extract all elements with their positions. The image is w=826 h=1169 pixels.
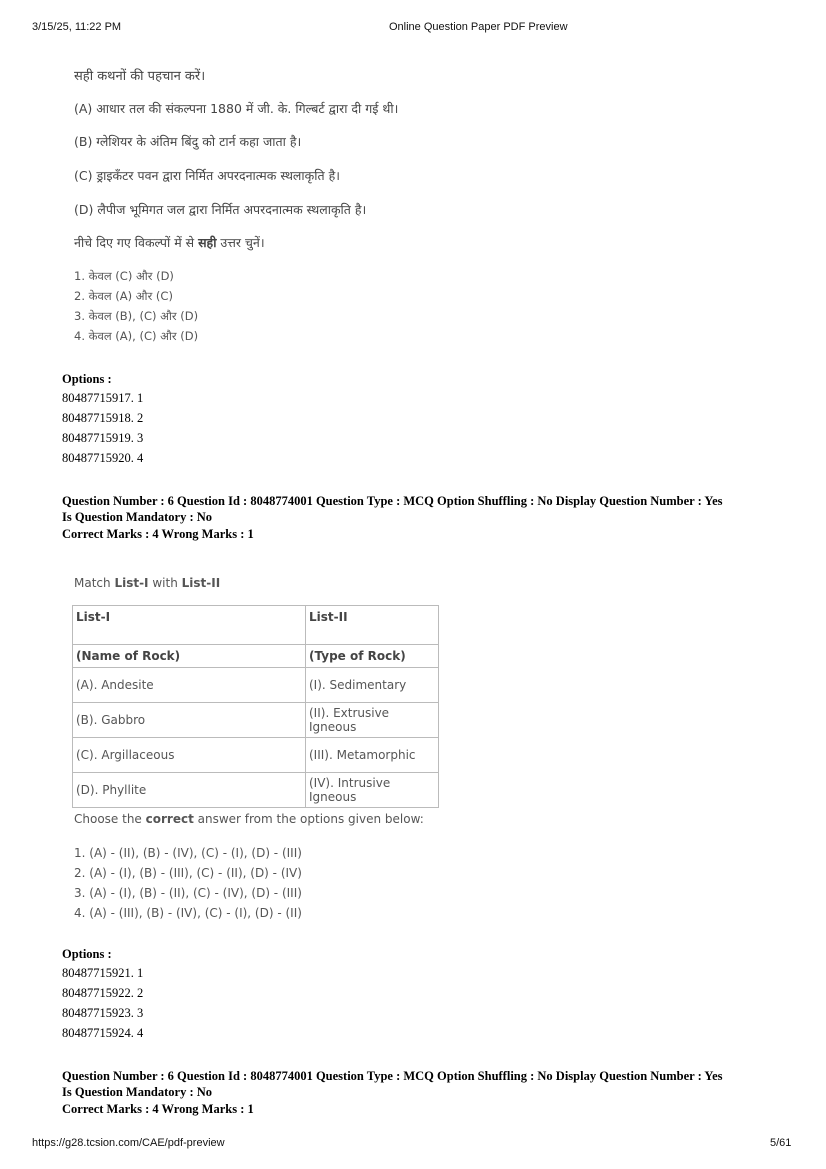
choice-4: 4. (A) - (III), (B) - (IV), (C) - (I), (D) - (II) (74, 906, 302, 920)
choose-suffix: उत्तर चुनें। (216, 235, 265, 250)
table-cell: (C). Argillaceous (73, 738, 306, 773)
table-cell: (B). Gabbro (73, 703, 306, 738)
table-head-list1: List-I (73, 606, 306, 645)
choose-suffix: answer from the options given below: (193, 812, 424, 826)
table-row (73, 773, 439, 808)
page-title: Online Question Paper PDF Preview (389, 21, 568, 33)
statement-d: (D) लैपीज भूमिगत जल द्वारा निर्मित अपरदनात्मक स्थलाकृति है। (74, 202, 367, 217)
table-header-row (73, 606, 439, 645)
table-cell: (II). Extrusive Igneous (306, 703, 439, 738)
choose-correct-instruction (74, 812, 424, 826)
table-row (73, 738, 439, 773)
table-cell: (III). Metamorphic (306, 738, 439, 773)
match-instruction (74, 576, 220, 590)
option-item: 80487715918. 2 (62, 411, 144, 425)
table-sub-list2: (Type of Rock) (306, 645, 439, 668)
choice-2: 2. (A) - (I), (B) - (III), (C) - (II), (D) - (IV) (74, 866, 302, 880)
options-title: Options : (62, 372, 112, 386)
choose-prefix: नीचे दिए गए विकल्पों में से (74, 235, 199, 250)
match-prefix: Match (74, 576, 115, 590)
match-table (72, 605, 439, 808)
option-item: 80487715920. 4 (62, 451, 144, 465)
statement-a: (A) आधार तल की संकल्पना 1880 में जी. के. गिल्बर्ट द्वारा दी गई थी। (74, 101, 399, 116)
option-item: 80487715921. 1 (62, 966, 144, 980)
question-marks: Correct Marks : 4 Wrong Marks : 1 (62, 1102, 254, 1116)
match-list2: List-II (181, 576, 221, 590)
match-with: with (148, 576, 182, 590)
table-cell: (I). Sedimentary (306, 668, 439, 703)
table-sub-list1: (Name of Rock) (73, 645, 306, 668)
question-mandatory: Is Question Mandatory : No (62, 1085, 213, 1099)
question-mandatory: Is Question Mandatory : No (62, 510, 213, 524)
choice-2: 2. केवल (A) और (C) (74, 289, 173, 303)
table-subheader-row (73, 645, 439, 668)
table-cell: (IV). Intrusive Igneous (306, 773, 439, 808)
question-meta: Question Number : 6 Question Id : 8048774001 Question Type : MCQ Option Shuffling : No Display Question Number : Yes (62, 1069, 723, 1083)
choice-3: 3. केवल (B), (C) और (D) (74, 309, 199, 323)
options-title: Options : (62, 947, 112, 961)
option-item: 80487715922. 2 (62, 986, 144, 1000)
page-number: 5/61 (770, 1137, 792, 1149)
table-head-list2: List-II (306, 606, 439, 645)
choice-3: 3. (A) - (I), (B) - (II), (C) - (IV), (D) - (III) (74, 886, 302, 900)
question-meta: Question Number : 6 Question Id : 8048774001 Question Type : MCQ Option Shuffling : No Display Question Number : Yes (62, 494, 723, 508)
choose-instruction (74, 234, 265, 251)
table-cell: (A). Andesite (73, 668, 306, 703)
statement-b: (B) ग्लेशियर के अंतिम बिंदु को टार्न कहा जाता है। (74, 134, 302, 149)
question-5-image (74, 66, 494, 356)
choice-4: 4. केवल (A), (C) और (D) (74, 329, 199, 343)
choice-1: 1. (A) - (II), (B) - (IV), (C) - (I), (D) - (III) (74, 846, 302, 860)
choose-prefix: Choose the (74, 812, 146, 826)
print-datetime: 3/15/25, 11:22 PM (32, 21, 122, 33)
question-instruction: सही कथनों की पहचान करें। (74, 69, 206, 84)
statement-c: (C) ड्राइकँटर पवन द्वारा निर्मित अपरदनात्मक स्थलाकृति है। (74, 168, 340, 183)
table-cell: (D). Phyllite (73, 773, 306, 808)
choose-bold: correct (145, 812, 194, 826)
table-row (73, 703, 439, 738)
table-row (73, 668, 439, 703)
question-marks: Correct Marks : 4 Wrong Marks : 1 (62, 527, 254, 541)
choice-1: 1. केवल (C) और (D) (74, 269, 174, 283)
match-list1: List-I (114, 576, 149, 590)
option-item: 80487715919. 3 (62, 431, 144, 445)
page-url: https://g28.tcsion.com/CAE/pdf-preview (32, 1137, 225, 1149)
choose-bold: सही (198, 235, 217, 250)
option-item: 80487715924. 4 (62, 1026, 144, 1040)
option-item: 80487715917. 1 (62, 391, 144, 405)
option-item: 80487715923. 3 (62, 1006, 144, 1020)
